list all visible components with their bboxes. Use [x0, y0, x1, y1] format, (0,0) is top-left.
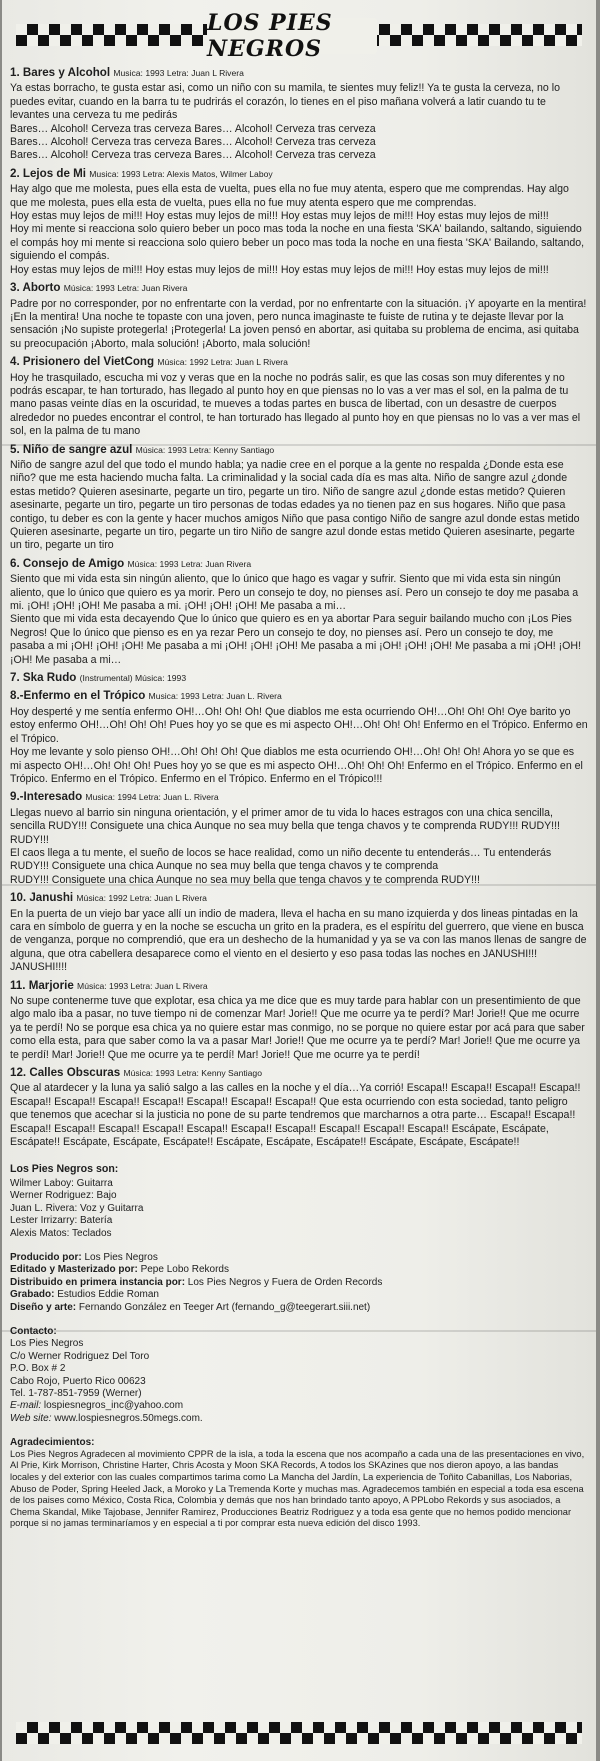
song-heading: [10, 557, 588, 571]
song-title: 5. Niño de sangre azul: [10, 442, 133, 456]
song-credit: Musica: 1993 Letra: Juan L. Rivera: [148, 691, 282, 702]
song-credit: Música: 1993 Letra: Juan L Rivera: [77, 980, 208, 991]
contact-line: C/o Werner Rodriguez Del Toro: [10, 1350, 150, 1362]
credit-distributed: Distribuido en primera instancia por: Los Pies Negros y Fuera de Orden Records: [10, 1276, 383, 1288]
lyric-line: Bares… Alcohol! Cerveza tras cerveza Bares… Alcohol! Cerveza tras cerveza: [10, 136, 376, 149]
song-heading: [10, 979, 588, 993]
checker-border-bottom: [16, 1722, 582, 1744]
contact-line: P.O. Box # 2: [10, 1363, 66, 1375]
song-block: [10, 689, 588, 786]
lyric-line: Hoy desperté y me sentía enfermo OH!…Oh! Oh! Oh! Que diablos me esta ocurriendo OH!…Oh! Oh! Oh! Oye barito yo estoy enfermo OH!…Oh! Oh! Oh! Pues hoy yo se que es mi aspecto OH!…Oh! Oh! Oh! Enfermo en el Trópico. Enfermo en el Trópico.: [10, 705, 588, 745]
production-credits: [10, 1252, 588, 1314]
lyric-line: RUDY!!! Consiguete una chica Aunque no sea muy bella que tenga chavos y te comprenda RUDY!!!: [10, 873, 480, 886]
member-item: Lester Irrizarry: Batería: [10, 1215, 113, 1227]
song-credit: Musica: 1993 Letra: Alexis Matos, Wilmer Laboy: [89, 168, 273, 179]
lyric-line: Hoy estas muy lejos de mi!!! Hoy estas muy lejos de mi!!! Hoy estas muy lejos de mi!!! Hoy estas muy lejos de mi!!!: [10, 263, 549, 276]
credit-mastered: Editado y Masterizado por: Pepe Lobo Rekords: [10, 1264, 229, 1276]
member-item: Wilmer Laboy: Guitarra: [10, 1177, 113, 1189]
song-block: [10, 891, 588, 974]
song-block: [10, 167, 588, 277]
members-heading: Los Pies Negros son:: [10, 1163, 119, 1176]
song-title: 1. Bares y Alcohol: [10, 66, 111, 79]
song-title: 6. Consejo de Amigo: [10, 556, 125, 570]
song-title: 11. Marjorie: [10, 978, 74, 992]
credit-design: Diseño y arte: Fernando González en Teeger Art (fernando_g@teegerart.siii.net): [10, 1301, 371, 1313]
song-heading: [10, 891, 588, 905]
song-credit: Música: 1993 Letra: Kenny Santiago: [135, 444, 275, 455]
contact-heading: Contacto:: [10, 1325, 57, 1337]
lyric-line: Llegas nuevo al barrio sin ninguna orientación, y el primer amor de tu vida lo haces estragos con una chica sencilla, sencilla RUDY!!! Consiguete una chica Aunque no sea muy bella que tenga chavos y te comprenda RUDY!!! RUDY!!! RUDY!!!: [10, 806, 560, 846]
song-title: 8.-Enfermo en el Trópico: [10, 689, 146, 703]
song-heading: [10, 167, 588, 181]
credit-produced: Producido por: Los Pies Negros: [10, 1251, 158, 1263]
lyric-line: Hoy estas muy lejos de mi!!! Hoy estas muy lejos de mi!!! Hoy estas muy lejos de mi!!! Hoy estas muy lejos de mi!!!: [10, 210, 549, 223]
song-list: [10, 66, 588, 1149]
contact-line: Cabo Rojo, Puerto Rico 00623: [10, 1375, 146, 1387]
lyric-line: Hoy mi mente si reacciona solo quiero beber un poco mas toda la noche en una fiesta 'SKA' bailando, saltando, siguiendo el compás hoy mi mente si reacciona solo quiero beber un poco mas toda la noche en una fiesta 'SKA' Bailando, saltando, siguiendo el compás.: [10, 223, 585, 263]
song-title: 4. Prisionero del VietCong: [10, 355, 155, 369]
band-logo: LOS PIES NEGROS: [207, 18, 377, 54]
song-heading: [10, 790, 588, 804]
lyric-line: Siento que mi vida esta decayendo Que lo único que quiero es en ya abortar Para seguir bailando mucho con ¡Los Pies Negros! Que lo único que pienso es en ya rezar Pero un consejo te doy, no pienses así. Pero un consejo te doy, me pasaba a mi ¡OH! ¡OH! ¡OH! Me pasaba a mi ¡OH! ¡OH! ¡OH! Me pasaba a mi ¡OH! ¡OH! ¡OH! Me pasaba a mi ¡OH! ¡OH! ¡OH! Me pasaba a mi…: [10, 613, 582, 666]
song-heading: [10, 281, 588, 295]
song-heading: [10, 1066, 588, 1080]
song-block: [10, 281, 588, 351]
song-credit: Música: 1993 Letra: Juan Rivera: [127, 558, 252, 569]
song-title: 3. Aborto: [10, 281, 61, 295]
song-heading: [10, 671, 588, 685]
contact-line: Los Pies Negros: [10, 1338, 84, 1350]
song-title: 9.-Interesado: [10, 790, 83, 804]
lyric-line: El caos llega a tu mente, el sueño de locos se hace realidad, como un niño decente tu entenderás… Tu entenderás RUDY!!! Consiguete una chica Aunque no sea muy bella que tenga chavos y te comprenda: [10, 846, 552, 873]
song-heading: [10, 689, 588, 703]
song-heading: [10, 443, 588, 457]
song-credit: Música: 1993 Letra: Juan Rivera: [63, 283, 188, 294]
song-block: [10, 355, 588, 438]
member-item: Alexis Matos: Teclados: [10, 1227, 112, 1239]
member-item: Juan L. Rivera: Voz y Guitarra: [10, 1202, 144, 1214]
lyric-line: En la puerta de un viejo bar yace allí un indio de madera, lleva el hacha en su mano izquierda y dos lineas pintadas en la cara en símbolo de guerra y en la noche se escucha un grito en la pradera, es el espíritu del guerrero, que viene en busca de venganza, porque no comprendió, que era un deshecho de la humanidad y ya se va con las manos llenas de sangre de alguna, que otra cabellera desaparece como el viento en el desierto y eso pasa todas las noches en JANUSHI!!! JANUSHI!!!!: [10, 907, 587, 974]
lyric-line: Ya estas borracho, te gusta estar asi, como un niño con su mamila, te sientes muy feliz!! Ya te gusta la cerveza, no lo puedes evitar, cuando en la barra tu te pudrirás el corazón, lo tienes en el piso mañana volverá a latir cuando tu te levantes una cerveza tu me pedirás: [10, 82, 560, 122]
song-credit: Música: 1993 Letra: Kenny Santiago: [123, 1068, 262, 1079]
lyric-line: Hay algo que me molesta, pues ella esta de vuelta, pues ella no fue muy atenta, espero que me comprendas. Hay algo que me molesta, pues ella esta de vuelta, pues ella no fue muy atenta espero que me comprendas.: [10, 183, 569, 209]
song-block: [10, 1066, 588, 1149]
song-credit: Musica: 1994 Letra: Juan L. Rivera: [85, 792, 219, 803]
song-title: 7. Ska Rudo: [10, 671, 77, 685]
song-block: [10, 790, 588, 887]
lyric-line: Niño de sangre azul del que todo el mundo habla; ya nadie cree en el porque a la gente no respalda ¿Donde esta ese niño? que me esta haciendo mucha falta. La criminalidad y la social cada día es mas alta. Niño de sangre azul ¿donde estas metido? Quieren asesinarte, pegarte un tiro, pegarte un tiro. Niño de sangre azul ¿donde estas metido? Quieren asesinarte, pegarte un tiro, pegarte un tiro personas de todas edades ya no tienen paz en sus hogares. Niño que pasa contigo, tu deber es con la gente y hacer muchos amigos Niño que pasa contigo Niño de sangre azul donde estas metido Quieren asesinarte, pegarte un tiro, pegarte un tiro Niño de sangre azul donde estas metido Quieren asesinarte, pegarte un tiro, pegarte un tiro: [10, 458, 580, 552]
lyric-line: Bares… Alcohol! Cerveza tras cerveza Bares… Alcohol! Cerveza tras cerveza: [10, 122, 376, 135]
song-block: [10, 979, 588, 1062]
lyric-line: Siento que mi vida esta sin ningún aliento, que lo único que hago es vagar y sufrir. Siento que mi vida esta sin ningún aliento, que lo único que quiero es ya morir. Pero un consejo te doy, no pienses así. Pero un consejo te doy me pasaba a mi. ¡OH! ¡OH! ¡OH! Me pasaba a mi. ¡OH! ¡OH! ¡OH! Me pasaba a mi…: [10, 573, 579, 613]
song-block: [10, 557, 588, 667]
song-heading: [10, 355, 588, 369]
song-credit: Música: 1992 Letra: Juan L Rivera: [76, 893, 207, 904]
song-title: 10. Janushi: [10, 891, 74, 905]
acknowledgements-text: Los Pies Negros Agradecen al movimiento CPPR de la isla, a toda la escena que nos acompaño a cada una de las presentaciones en vivo, Al Prie, Kirk Morrison, Christine Harter, Chris Acosta y Moon SKA Records, A todos los SKAzines que nos dieron apoyo, a las bandas locales y del exterior con las cuales compartimos tarima como La Mancha del Jardín, La experiencia de Toñito Cabanillas, Los Naborias, Abuso de Poder, Spring Heeled Jack, a Moroko y La Tremenda Korte y muchas mas. Agradecemos también en especial a toda esa escena de los paises como México, Costa Rica, Colombia y demás que nos han brindado tanto apoyo, A PPLobo Rekords y sus asociados, a Chema Skandal, Mike Tajobase, Jennifer Ramirez, Producciones Beatriz Rodriguez y a toda esa gente que no hemos podido mencionar porque si no jamas terminaríamos y en especial a ti por comprar esta nueva edición del disco 1993.: [10, 1448, 585, 1529]
song-credit: (Instrumental) Música: 1993: [79, 673, 187, 684]
lyric-line: Que al atardecer y la luna ya salió salgo a las calles en la noche y el día…Ya corrió! Escapa!! Escapa!! Escapa!! Escapa!! Escapa!! Escapa!! Escapa!! Escapa!! Escapa!! Escapa!! Escapa!! Que esta ocurriendo con esta sociedad, tanto peligro que tenemos que acechar si la justicia no pone de su parte tendremos que marcharnos a otra parte… Escapa!! Escapa!! Escapa!! Escapa!! Escapa!! Escapa!! Escapa!! Escapa!! Escapa!! Escapa!! Escapa!! Escapa!! Escápate, Escápate, Escápate!! Escápate, Escápate, Escápate!! Escápate, Escápate, Escápate!! Escápate, Escápate, Escápate!!: [10, 1082, 581, 1149]
lyric-line: Hoy he trasquilado, escucha mi voz y veras que en la noche no podrás salir, es que las cosas son muy diferentes y no podrás escapar, te han torturado, has llegado al punto hoy en que piensas no lo vas a ver mas el sol, en la palma de tu mano pasas veinte días en la oscuridad, te mueves a todas partes en busca de libertad, con un desastre de cuerpos alrededor no puedes encontrar el control, te han torturado has llegado al punto hoy en que piensas no lo vas a ver mas el sol, en la palma de tu mano: [10, 371, 581, 438]
contact-email: E-mail: lospiesnegros_inc@yahoo.com: [10, 1400, 184, 1412]
member-item: Werner Rodriguez: Bajo: [10, 1190, 117, 1202]
song-title: 2. Lejos de Mi: [10, 166, 87, 180]
song-title: 12. Calles Obscuras: [10, 1066, 121, 1080]
contact-section: [10, 1326, 588, 1425]
song-block: [10, 66, 588, 163]
credit-recorded: Grabado: Estudios Eddie Roman: [10, 1289, 159, 1301]
acknowledgements-heading: Agradecimientos:: [10, 1437, 95, 1449]
song-heading: [10, 66, 588, 80]
contact-line: Tel. 1-787-851-7959 (Werner): [10, 1387, 142, 1399]
song-credit: Musica: 1993 Letra: Juan L Rivera: [113, 68, 244, 78]
lyrics-content: [10, 66, 588, 1530]
lyric-line: Bares… Alcohol! Cerveza tras cerveza Bares… Alcohol! Cerveza tras cerveza: [10, 149, 376, 162]
members-section: [10, 1163, 588, 1239]
song-block: [10, 443, 588, 553]
lyric-line: No supe contenerme tuve que explotar, esa chica ya me dice que es muy tarde para hablar con un presentimiento de que algo malo iba a pasar, no tuve tiempo ni de comenzar Mar! Jorie!! Que me ocurre ya te perdí? Mar! Jorie!! Que me ocurre ya te perdí! No se porque esa chica ya no quiere estar mas conmigo, no se porque no quiere estar por acá para que saber como ella esta, para que saber como la va a pasar Mar! Jorie!! Que me ocurre ya te perdí? Mar! Jorie!! Que me ocurre ya te perdí! Mar! Jorie!! Que me ocurre ya te perdí! Mar! Jorie!! Que me ocurre ya te perdí!: [10, 995, 585, 1061]
lyric-line: Hoy me levante y solo pienso OH!…Oh! Oh! Oh! Que diablos me esta ocurriendo OH!…Oh! Oh! Oh! Ahora yo se que es mi aspecto OH!…Oh! Oh! Oh! Pues hoy yo se que es mi aspecto OH!…Oh! Oh! Oh! Enfermo en el Trópico. Enfermo en el Trópico. Enfermo en el Trópico. Enfermo en el Trópico. Enfermo en el Trópico!!!: [10, 746, 583, 785]
lyric-line: Padre por no corresponder, por no enfrentarte con la verdad, por no enfrentarte con la situación. ¡Y apoyarte en la mentira! ¡En la mentira! Una noche te topaste con una joven, pero nunca imaginaste te fuiste de rutina y te dejaste llevar por la sensación ¡No supiste protegerla! ¡Protegerla! La joven pensó en abortar, asi quitaba su problema de encima, asi quitaba su preocupación ¡Aborto, mala solución! ¡Aborto, mala solución!: [10, 297, 587, 350]
acknowledgements: [10, 1437, 588, 1530]
song-block: [10, 671, 588, 685]
song-credit: Música: 1992 Letra: Juan L Rivera: [157, 357, 288, 368]
insert-sheet: [2, 0, 596, 1761]
contact-website: Web site: www.lospiesnegros.50megs.com.: [10, 1412, 203, 1424]
